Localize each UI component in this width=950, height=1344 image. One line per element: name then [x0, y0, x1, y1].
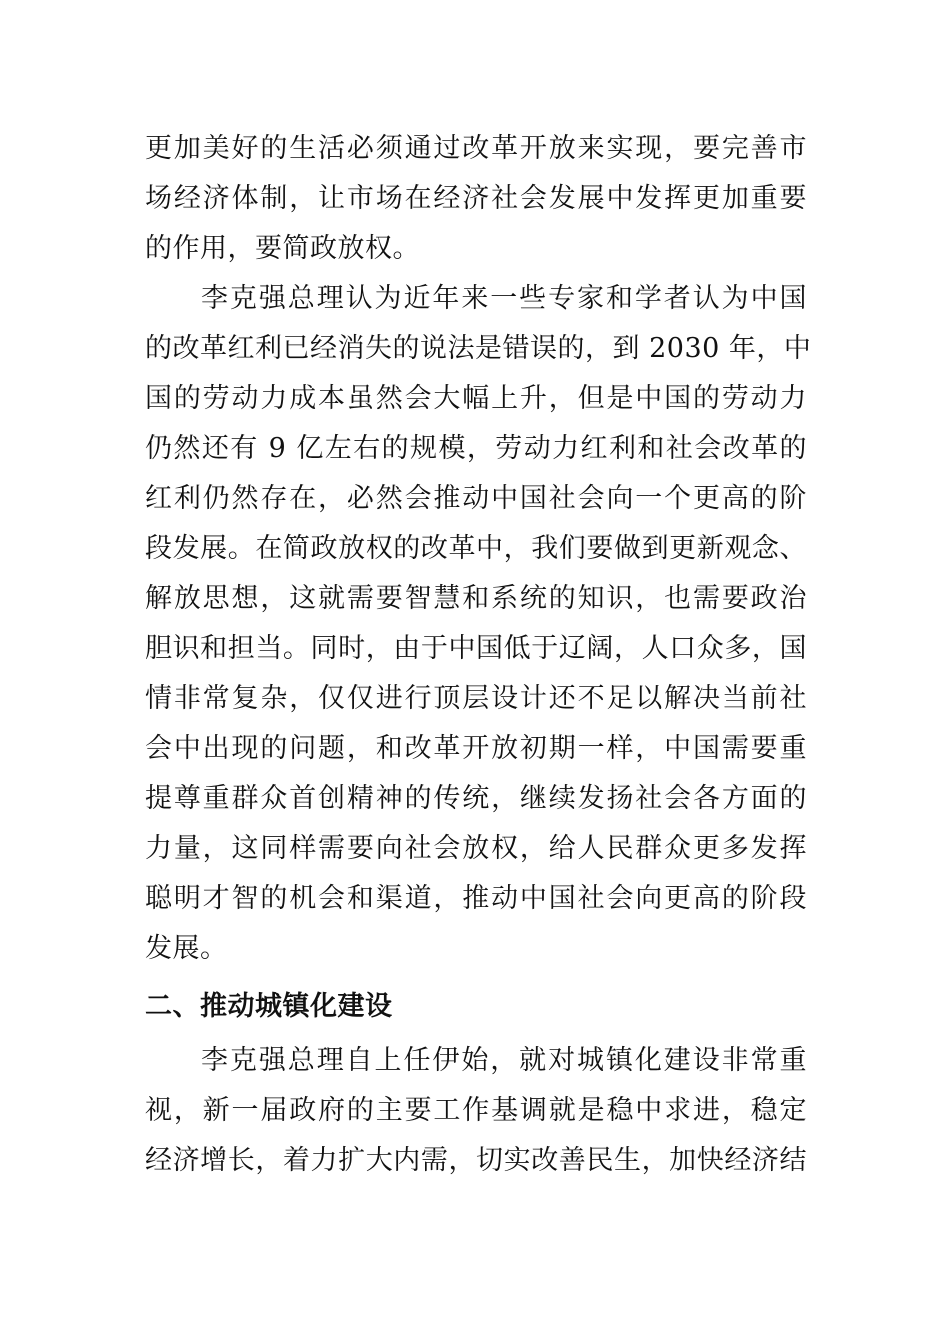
paragraph-line: 经济增长，着力扩大内需，切实改善民生，加快经济结 [145, 1145, 807, 1176]
paragraph-line: 仍然还有 9 亿左右的规模，劳动力红利和社会改革的 [145, 433, 807, 464]
paragraph-line: 李克强总理自上任伊始，就对城镇化建设非常重 [201, 1045, 807, 1076]
paragraph-line: 情非常复杂，仅仅进行顶层设计还不足以解决当前社 [145, 683, 807, 714]
paragraph-line: 聪明才智的机会和渠道，推动中国社会向更高的阶段 [145, 883, 807, 914]
paragraph-3 [145, 1036, 807, 1186]
paragraph-line: 更加美好的生活必须通过改革开放来实现，要完善市 [145, 133, 807, 164]
paragraph-line: 胆识和担当。同时，由于中国低于辽阔，人口众多，国 [145, 633, 807, 664]
paragraph-line: 力量，这同样需要向社会放权，给人民群众更多发挥 [145, 833, 807, 864]
paragraph-line: 解放思想，这就需要智慧和系统的知识，也需要政治 [145, 583, 807, 614]
paragraph-line: 的改革红利已经消失的说法是错误的，到 2030 年，中 [145, 333, 812, 364]
paragraph-line: 段发展。在简政放权的改革中，我们要做到更新观念、 [145, 533, 807, 564]
paragraph-line: 李克强总理认为近年来一些专家和学者认为中国 [201, 283, 807, 314]
paragraph-line: 国的劳动力成本虽然会大幅上升，但是中国的劳动力 [145, 383, 807, 414]
document-page [145, 124, 812, 1186]
paragraph-line: 的作用，要简政放权。 [145, 233, 420, 264]
paragraph-line: 视，新一届政府的主要工作基调就是稳中求进，稳定 [145, 1095, 807, 1126]
paragraph-line: 发展。 [145, 933, 228, 964]
paragraph-2 [145, 274, 812, 974]
paragraph-line: 提尊重群众首创精神的传统，继续发扬社会各方面的 [145, 783, 807, 814]
section-heading: 二、推动城镇化建设 [145, 991, 393, 1022]
paragraph-line: 红利仍然存在，必然会推动中国社会向一个更高的阶 [145, 483, 807, 514]
paragraph-line: 会中出现的问题，和改革开放初期一样，中国需要重 [145, 733, 807, 764]
paragraph-line: 场经济体制，让市场在经济社会发展中发挥更加重要 [145, 183, 807, 214]
paragraph-1 [145, 124, 807, 274]
